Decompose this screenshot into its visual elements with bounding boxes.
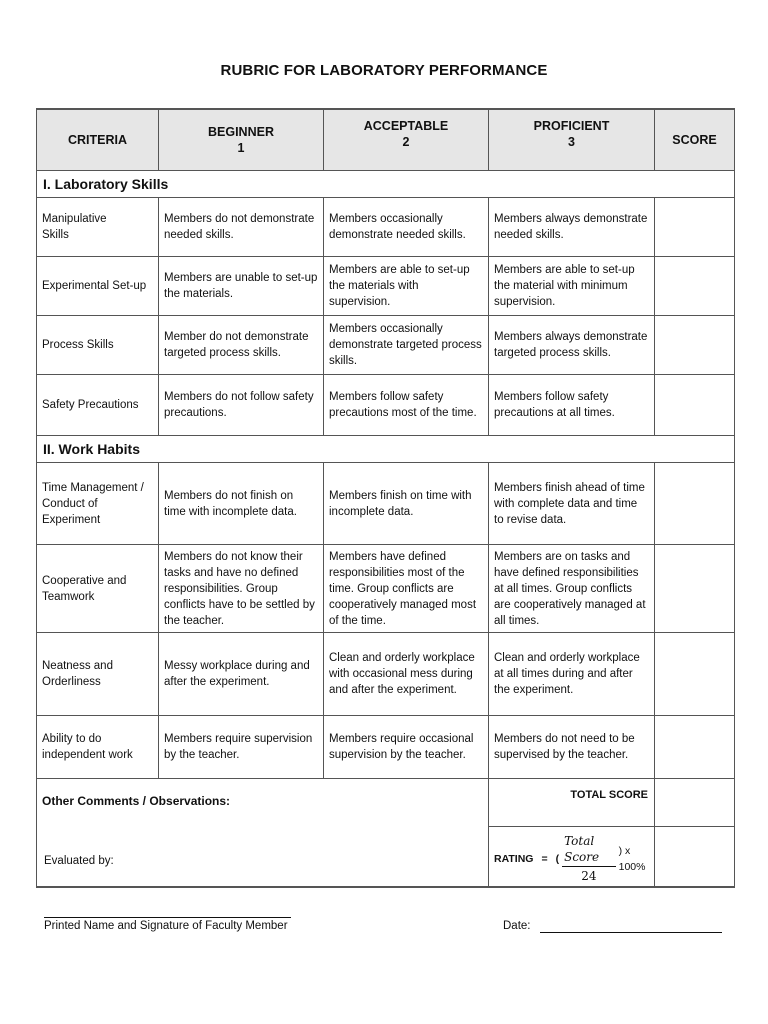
beginner-cell: Members do not follow safety precautions. bbox=[159, 375, 324, 436]
proficient-cell: Members always demonstrate needed skills. bbox=[489, 198, 655, 257]
rating-suffix: ) x 100% bbox=[618, 844, 646, 873]
acceptable-cell: Members finish on time with incomplete data. bbox=[324, 463, 489, 545]
criteria-cell: Experimental Set-up bbox=[37, 257, 159, 316]
date-label: Date: bbox=[503, 920, 531, 932]
proficient-cell: Clean and orderly workplace at all times during and after the experiment. bbox=[489, 633, 655, 716]
section-row bbox=[37, 436, 735, 463]
section-row bbox=[37, 171, 735, 198]
rubric-table bbox=[36, 108, 735, 888]
proficient-cell: Members do not need to be supervised by the teacher. bbox=[489, 716, 655, 779]
date-line[interactable] bbox=[540, 932, 722, 933]
acceptable-cell: Clean and orderly workplace with occasional mess during and after the experiment. bbox=[324, 633, 489, 716]
rating-cell bbox=[489, 827, 655, 888]
proficient-cell: Members are on tasks and have defined responsibilities at all times. Group conflicts are cooperatively managed at all times. bbox=[489, 545, 655, 633]
table-row bbox=[37, 198, 735, 257]
comments-row bbox=[37, 779, 735, 827]
score-cell[interactable] bbox=[655, 198, 735, 257]
total-score-cell[interactable] bbox=[655, 779, 735, 827]
rating-numerator: Total Score bbox=[562, 833, 616, 867]
header-row bbox=[37, 109, 735, 171]
criteria-cell: Neatness and Orderliness bbox=[37, 633, 159, 716]
acceptable-cell: Members occasionally demonstrate needed skills. bbox=[324, 198, 489, 257]
rating-equals: = bbox=[541, 852, 548, 865]
rating-fraction bbox=[562, 833, 616, 884]
proficient-cell: Members always demonstrate targeted process skills. bbox=[489, 316, 655, 375]
acceptable-cell: Members occasionally demonstrate targeted process skills. bbox=[324, 316, 489, 375]
rating-value-cell[interactable] bbox=[655, 827, 735, 888]
evaluated-by-label: Evaluated by: bbox=[44, 855, 114, 867]
section-title: II. Work Habits bbox=[37, 436, 735, 463]
criteria-cell: Time Management / Conduct of Experiment bbox=[37, 463, 159, 545]
rating-label: RATING bbox=[494, 852, 534, 865]
beginner-cell: Members do not demonstrate needed skills. bbox=[159, 198, 324, 257]
beginner-cell: Messy workplace during and after the experiment. bbox=[159, 633, 324, 716]
score-cell[interactable] bbox=[655, 463, 735, 545]
acceptable-cell: Members have defined responsibilities most of the time. Group conflicts are cooperatively managed most of the time. bbox=[324, 545, 489, 633]
signature-line[interactable] bbox=[44, 917, 291, 918]
total-score-label: TOTAL SCORE bbox=[489, 779, 655, 827]
score-cell[interactable] bbox=[655, 316, 735, 375]
beginner-cell: Members do not finish on time with incomplete data. bbox=[159, 463, 324, 545]
header-beginner: BEGINNER 1 bbox=[159, 109, 324, 171]
beginner-cell: Member do not demonstrate targeted process skills. bbox=[159, 316, 324, 375]
score-cell[interactable] bbox=[655, 545, 735, 633]
criteria-cell: Cooperative and Teamwork bbox=[37, 545, 159, 633]
rating-formula bbox=[494, 833, 649, 884]
beginner-cell: Members do not know their tasks and have no defined responsibilities. Group conflicts have to be settled by the teacher. bbox=[159, 545, 324, 633]
table-row bbox=[37, 716, 735, 779]
proficient-cell: Members follow safety precautions at all times. bbox=[489, 375, 655, 436]
table-row bbox=[37, 463, 735, 545]
header-acceptable: ACCEPTABLE 2 bbox=[324, 109, 489, 171]
acceptable-cell: Members require occasional supervision by the teacher. bbox=[324, 716, 489, 779]
beginner-cell: Members are unable to set-up the materials. bbox=[159, 257, 324, 316]
header-proficient: PROFICIENT 3 bbox=[489, 109, 655, 171]
header-criteria: CRITERIA bbox=[37, 109, 159, 171]
proficient-cell: Members are able to set-up the material with minimum supervision. bbox=[489, 257, 655, 316]
header-score: SCORE bbox=[655, 109, 735, 171]
faculty-name-label: Printed Name and Signature of Faculty Member bbox=[44, 920, 288, 932]
comments-label[interactable]: Other Comments / Observations: bbox=[37, 779, 489, 888]
section-title: I. Laboratory Skills bbox=[37, 171, 735, 198]
proficient-cell: Members finish ahead of time with complete data and time to revise data. bbox=[489, 463, 655, 545]
table-row bbox=[37, 257, 735, 316]
rating-denominator: 24 bbox=[581, 869, 597, 883]
score-cell[interactable] bbox=[655, 633, 735, 716]
acceptable-cell: Members are able to set-up the materials with supervision. bbox=[324, 257, 489, 316]
beginner-cell: Members require supervision by the teacher. bbox=[159, 716, 324, 779]
criteria-cell: Safety Precautions bbox=[37, 375, 159, 436]
criteria-cell: Manipulative Skills bbox=[37, 198, 159, 257]
score-cell[interactable] bbox=[655, 257, 735, 316]
table-row bbox=[37, 375, 735, 436]
table-row bbox=[37, 316, 735, 375]
criteria-cell: Process Skills bbox=[37, 316, 159, 375]
score-cell[interactable] bbox=[655, 716, 735, 779]
score-cell[interactable] bbox=[655, 375, 735, 436]
table-row bbox=[37, 545, 735, 633]
table-row bbox=[37, 633, 735, 716]
rating-open-paren: ( bbox=[555, 852, 560, 865]
acceptable-cell: Members follow safety precautions most of the time. bbox=[324, 375, 489, 436]
page-title: RUBRIC FOR LABORATORY PERFORMANCE bbox=[220, 62, 548, 79]
criteria-cell: Ability to do independent work bbox=[37, 716, 159, 779]
